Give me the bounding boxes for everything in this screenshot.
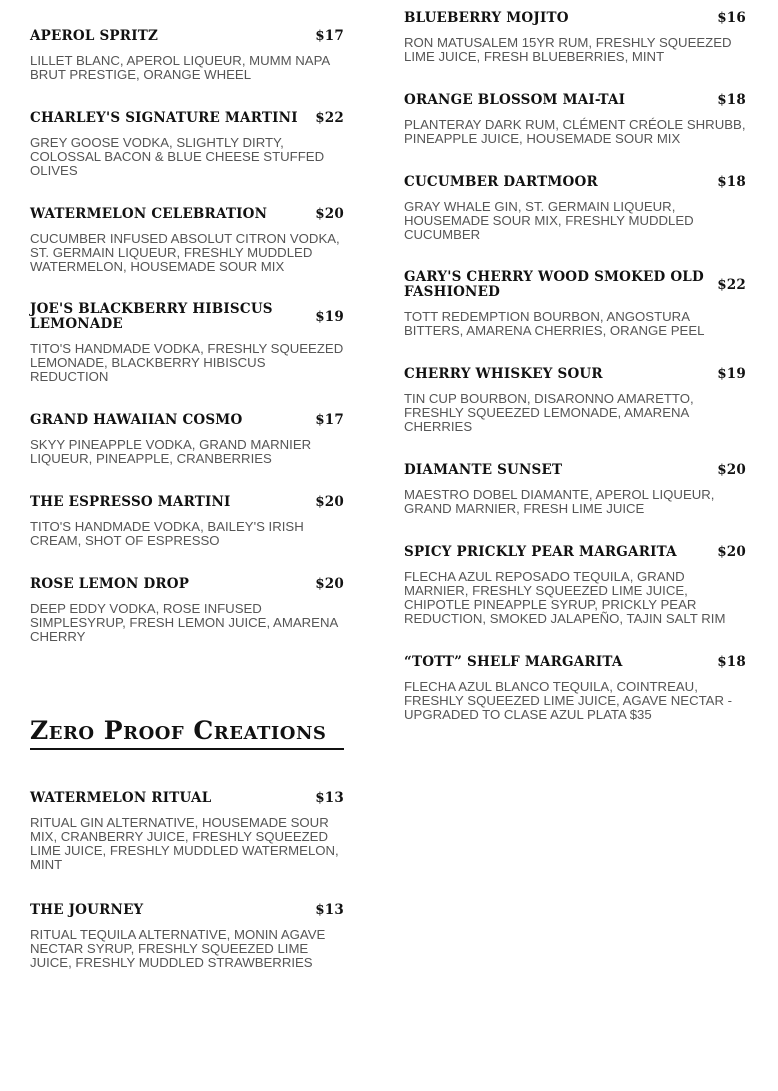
item-price: $22 bbox=[717, 277, 746, 293]
menu-item-aperol-spritz bbox=[30, 28, 344, 82]
item-price: $16 bbox=[717, 10, 746, 26]
item-price: $20 bbox=[315, 494, 344, 510]
menu-item-watermelon-ritual bbox=[30, 790, 344, 872]
item-description: FLECHA AZUL BLANCO TEQUILA, COINTREAU, FRESHLY SQUEEZED LIME JUICE, AGAVE NECTAR - UPGRADED TO CLASE AZUL PLATA $35 bbox=[404, 679, 733, 722]
item-description: FLECHA AZUL REPOSADO TEQUILA, GRAND MARNIER, FRESHLY SQUEEZED LIME JUICE, CHIPOTLE PINEAPPLE SYRUP, PRICKLY PEAR REDUCTION, SMOKED JALAPEÑO, TAJIN SALT RIM bbox=[404, 569, 726, 626]
item-description: GRAY WHALE GIN, ST. GERMAIN LIQUEUR, HOUSEMADE SOUR MIX, FRESHLY MUDDLED CUCUMBER bbox=[404, 199, 694, 242]
item-description: CUCUMBER INFUSED ABSOLUT CITRON VODKA, ST. GERMAIN LIQUEUR, FRESHLY MUDDLED WATERMELON, HOUSEMADE SOUR MIX bbox=[30, 231, 340, 274]
menu-item-diamante-sunset bbox=[404, 462, 746, 516]
item-description: MAESTRO DOBEL DIAMANTE, APEROL LIQUEUR, GRAND MARNIER, FRESH LIME JUICE bbox=[404, 487, 715, 516]
menu-item-espresso-martini bbox=[30, 494, 344, 548]
item-description: TIN CUP BOURBON, DISARONNO AMARETTO, FRESHLY SQUEEZED LEMONADE, AMARENA CHERRIES bbox=[404, 391, 694, 434]
item-description: LILLET BLANC, APEROL LIQUEUR, MUMM NAPA BRUT PRESTIGE, ORANGE WHEEL bbox=[30, 53, 330, 82]
item-name: SPICY PRICKLY PEAR MARGARITA bbox=[404, 543, 677, 560]
item-description: RITUAL GIN ALTERNATIVE, HOUSEMADE SOUR MIX, CRANBERRY JUICE, FRESHLY SQUEEZED LIME JUICE, FRESHLY MUDDLED WATERMELON, MINT bbox=[30, 815, 339, 872]
item-price: $20 bbox=[717, 462, 746, 478]
menu-item-watermelon-celebration bbox=[30, 206, 344, 274]
item-description: GREY GOOSE VODKA, SLIGHTLY DIRTY, COLOSSAL BACON & BLUE CHEESE STUFFED OLIVES bbox=[30, 135, 325, 178]
item-name: APEROL SPRITZ bbox=[30, 27, 159, 44]
item-name: THE ESPRESSO MARTINI bbox=[30, 493, 231, 510]
item-description: TOTT REDEMPTION BOURBON, ANGOSTURA BITTERS, AMARENA CHERRIES, ORANGE PEEL bbox=[404, 309, 705, 338]
item-description: SKYY PINEAPPLE VODKA, GRAND MARNIER LIQUEUR, PINEAPPLE, CRANBERRIES bbox=[30, 437, 312, 466]
item-name: ORANGE BLOSSOM MAI-TAI bbox=[404, 91, 626, 108]
item-description: DEEP EDDY VODKA, ROSE INFUSED SIMPLESYRUP, FRESH LEMON JUICE, AMARENA CHERRY bbox=[30, 601, 338, 644]
item-name: CHERRY WHISKEY SOUR bbox=[404, 365, 603, 382]
item-description: RON MATUSALEM 15YR RUM, FRESHLY SQUEEZED LIME JUICE, FRESH BLUEBERRIES, MINT bbox=[404, 35, 732, 64]
item-name: “TOTT” SHELF MARGARITA bbox=[404, 653, 623, 670]
right-column bbox=[404, 10, 746, 722]
item-name: BLUEBERRY MOJITO bbox=[404, 9, 569, 26]
menu-item-blueberry-mojito bbox=[404, 10, 746, 64]
menu-item-tott-shelf-margarita bbox=[404, 654, 746, 722]
item-name: DIAMANTE SUNSET bbox=[404, 461, 563, 478]
item-name: GARY'S CHERRY WOOD SMOKED OLD FASHIONED bbox=[404, 269, 704, 300]
menu-item-old-fashioned bbox=[404, 270, 746, 338]
item-name: THE JOURNEY bbox=[30, 901, 144, 918]
item-name: GRAND HAWAIIAN COSMO bbox=[30, 411, 243, 428]
item-price: $19 bbox=[717, 366, 746, 382]
item-name: ROSE LEMON DROP bbox=[30, 575, 190, 592]
menu-item-the-journey bbox=[30, 902, 344, 970]
item-name: CHARLEY'S SIGNATURE MARTINI bbox=[30, 109, 298, 126]
item-price: $13 bbox=[315, 902, 344, 918]
item-price: $17 bbox=[315, 28, 344, 44]
menu-item-blackberry-lemonade bbox=[30, 302, 344, 384]
item-price: $20 bbox=[717, 544, 746, 560]
item-price: $22 bbox=[315, 110, 344, 126]
item-name: WATERMELON CELEBRATION bbox=[30, 205, 268, 222]
menu-item-signature-martini bbox=[30, 110, 344, 178]
menu-item-prickly-pear-margarita bbox=[404, 544, 746, 626]
item-price: $20 bbox=[315, 576, 344, 592]
item-price: $20 bbox=[315, 206, 344, 222]
item-price: $13 bbox=[315, 790, 344, 806]
menu-item-cherry-whiskey-sour bbox=[404, 366, 746, 434]
item-name: CUCUMBER DARTMOOR bbox=[404, 173, 598, 190]
item-description: RITUAL TEQUILA ALTERNATIVE, MONIN AGAVE NECTAR SYRUP, FRESHLY SQUEEZED LIME JUICE, FRESHLY MUDDLED STRAWBERRIES bbox=[30, 927, 326, 970]
item-price: $18 bbox=[717, 92, 746, 108]
section-title-zero-proof: Zero Proof Creations bbox=[30, 716, 344, 750]
menu-item-hawaiian-cosmo bbox=[30, 412, 344, 466]
item-price: $18 bbox=[717, 654, 746, 670]
item-description: TITO'S HANDMADE VODKA, BAILEY'S IRISH CREAM, SHOT OF ESPRESSO bbox=[30, 519, 304, 548]
item-price: $18 bbox=[717, 174, 746, 190]
menu-item-mai-tai bbox=[404, 92, 746, 146]
item-description: TITO'S HANDMADE VODKA, FRESHLY SQUEEZED LEMONADE, BLACKBERRY HIBISCUS REDUCTION bbox=[30, 341, 344, 384]
item-price: $19 bbox=[315, 309, 344, 325]
menu-item-cucumber-dartmoor bbox=[404, 174, 746, 242]
menu-item-rose-lemon-drop bbox=[30, 576, 344, 644]
item-description: PLANTERAY DARK RUM, CLÉMENT CRÉOLE SHRUBB, PINEAPPLE JUICE, HOUSEMADE SOUR MIX bbox=[404, 117, 746, 146]
left-column bbox=[30, 28, 344, 970]
item-name: WATERMELON RITUAL bbox=[30, 789, 212, 806]
item-name: JOE'S BLACKBERRY HIBISCUS LEMONADE bbox=[30, 301, 273, 332]
item-price: $17 bbox=[315, 412, 344, 428]
